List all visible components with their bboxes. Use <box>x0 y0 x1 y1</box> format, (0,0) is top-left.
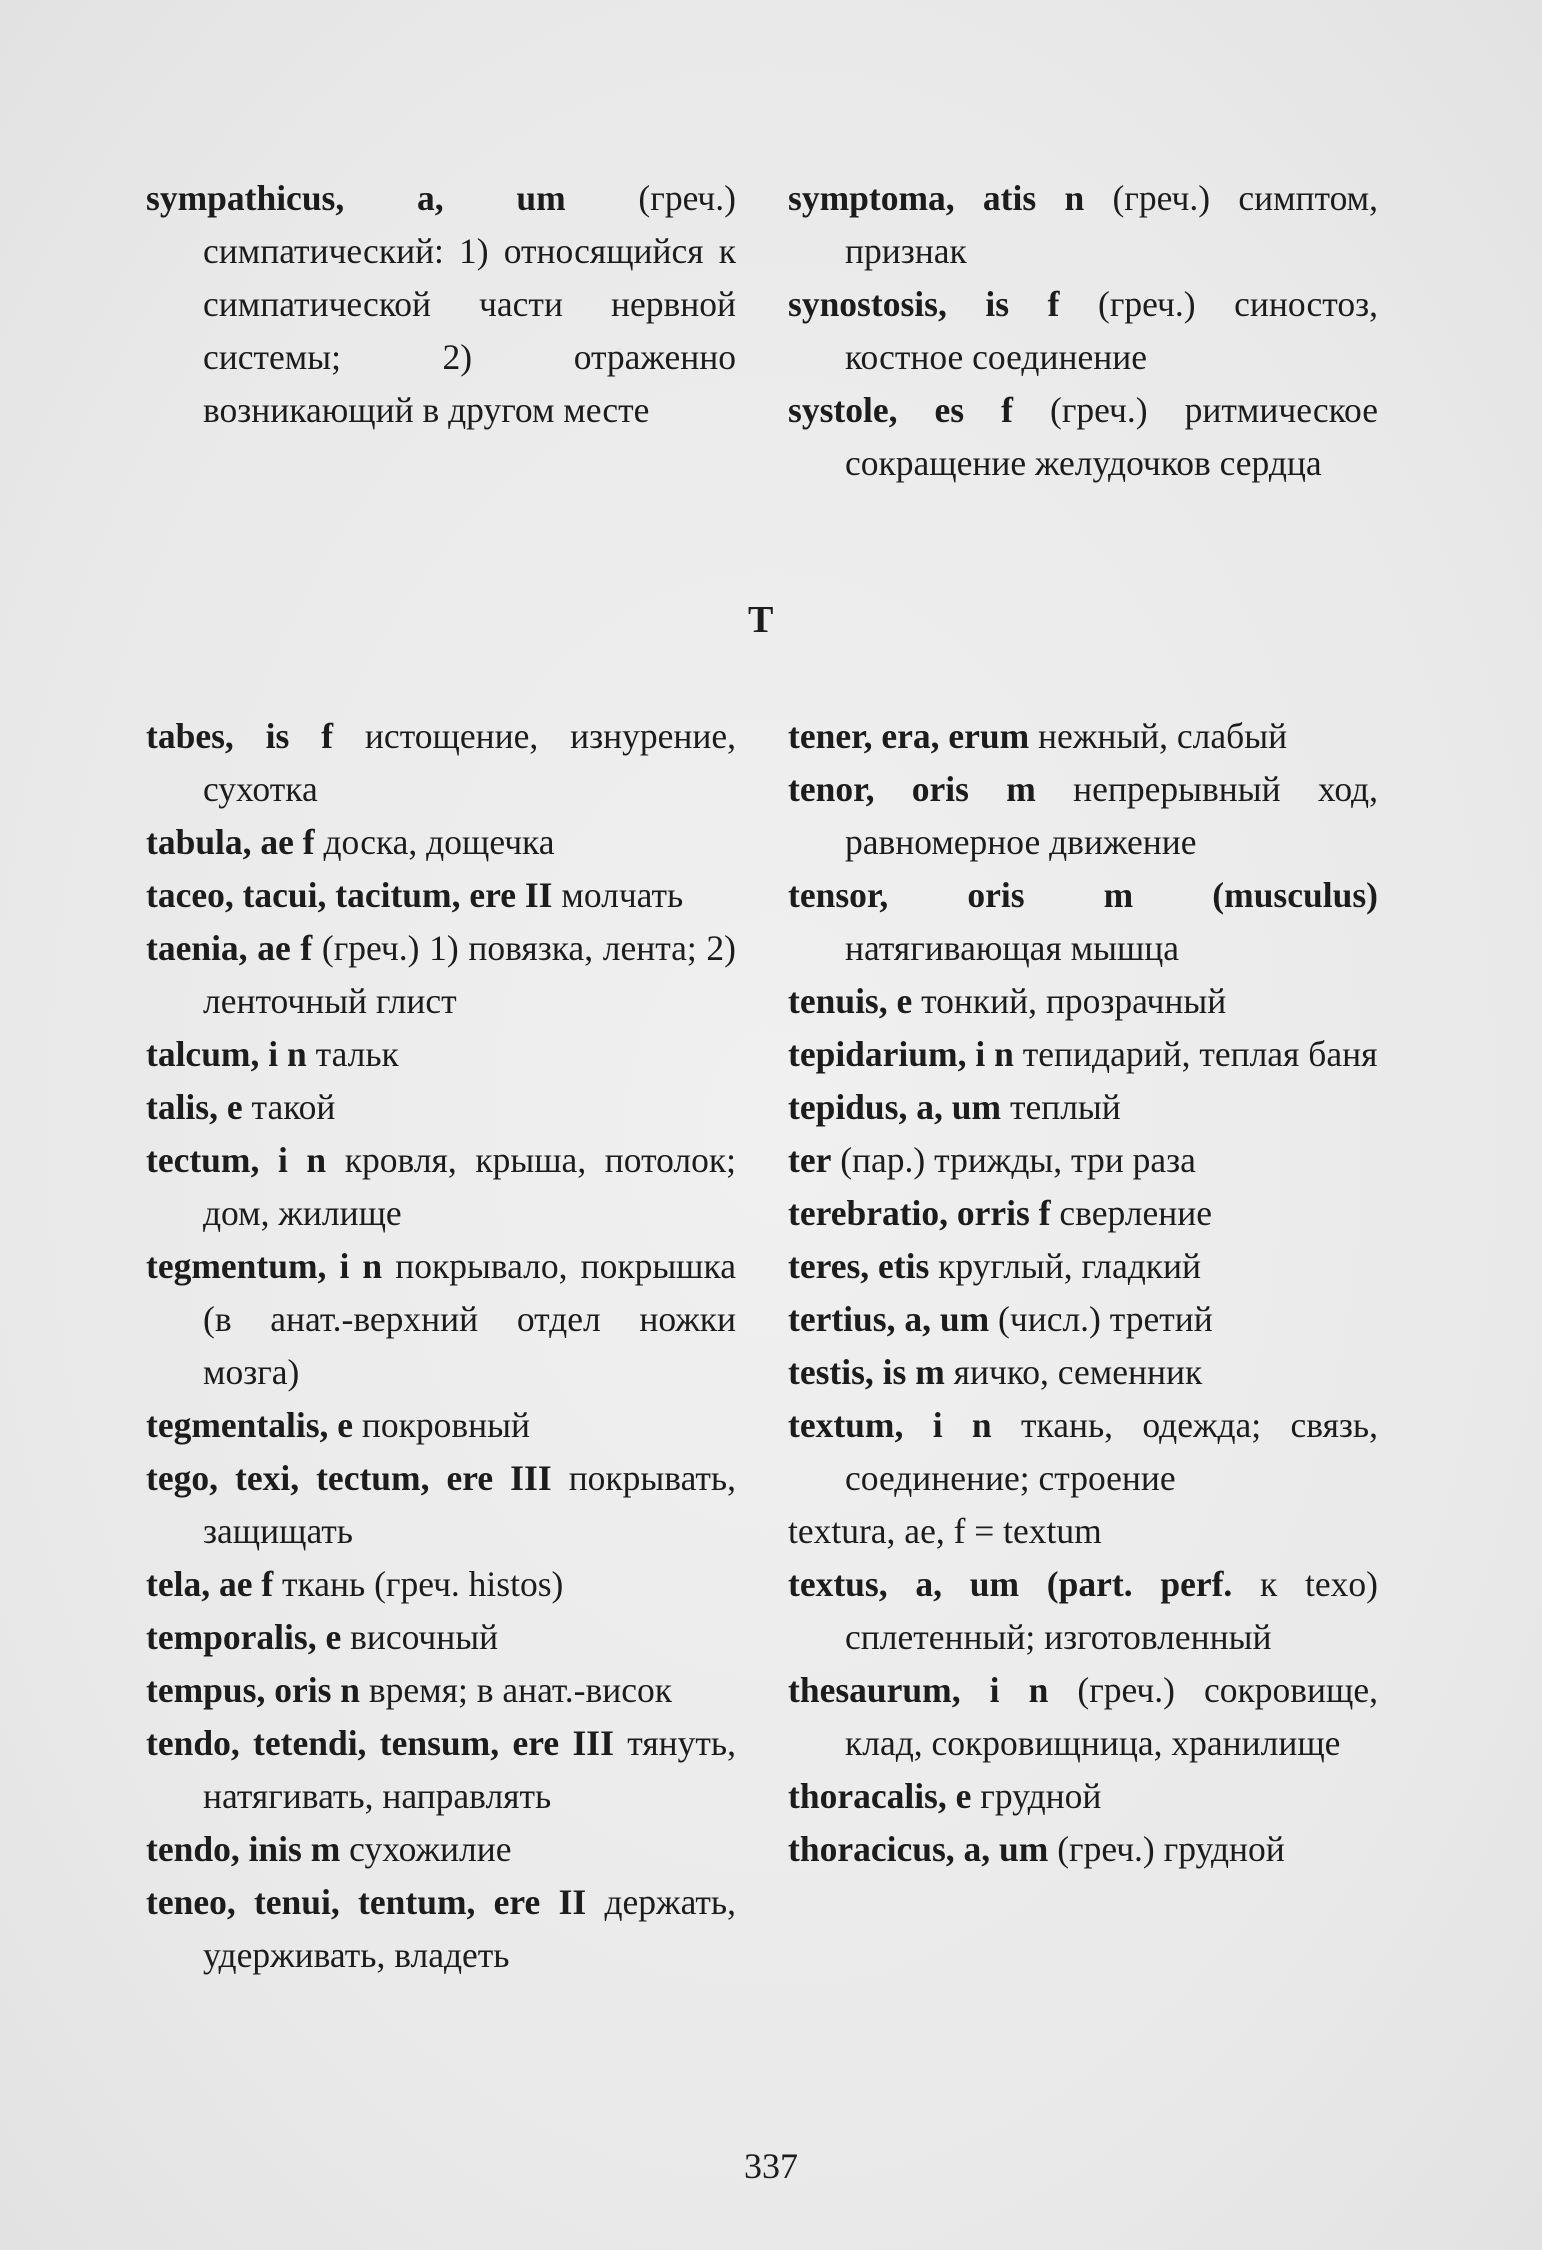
entry-definition: textura, ae, f = textum <box>788 1511 1102 1551</box>
dictionary-entry <box>146 1452 736 1558</box>
entry-headword: tertius, a, um <box>788 1299 990 1339</box>
dictionary-entry <box>788 1028 1378 1081</box>
entry-definition: ткань, одежда; связь, соединение; строение <box>845 1405 1378 1498</box>
entry-definition: (числ.) третий <box>989 1299 1213 1339</box>
dictionary-entry <box>788 1399 1378 1505</box>
entry-definition: натягивающая мышца <box>845 928 1180 968</box>
dictionary-entry <box>788 1346 1378 1399</box>
entry-definition: (греч.) симптом, признак <box>845 178 1378 271</box>
dictionary-entry <box>788 1293 1378 1346</box>
dictionary-entry <box>788 763 1378 869</box>
entry-headword: thoracalis, e <box>788 1776 972 1816</box>
entry-headword: sympathicus, a, um <box>146 178 566 218</box>
entry-headword: textus, a, um (part. perf. <box>788 1564 1233 1604</box>
entry-definition: (греч.) ритмическое сокращение желудочков сердца <box>845 390 1379 483</box>
entry-definition: кровля, крыша, потолок; дом, жилище <box>203 1140 736 1233</box>
left-column-bottom <box>146 710 736 1982</box>
dictionary-entry <box>146 1399 736 1452</box>
dictionary-entry <box>788 1187 1378 1240</box>
entry-definition: грудной <box>971 1776 1102 1816</box>
entry-headword: terebratio, orris f <box>788 1193 1051 1233</box>
entry-headword: thoracicus, a, um <box>788 1829 1049 1869</box>
entry-definition: тепидарий, теплая баня <box>1013 1034 1378 1074</box>
entry-headword: teres, etis <box>788 1246 930 1286</box>
entry-headword: synostosis, is f <box>788 284 1060 324</box>
entry-definition: (греч.) синостоз, костное соединение <box>845 284 1378 377</box>
dictionary-entry <box>788 1240 1378 1293</box>
entry-headword: tabula, ae f <box>146 822 315 862</box>
entry-definition: (греч.) сокровище, клад, сокровищница, хранилище <box>845 1670 1378 1763</box>
dictionary-entry <box>788 384 1378 490</box>
entry-headword: systole, es f <box>788 390 1013 430</box>
dictionary-entry <box>146 1717 736 1823</box>
entry-definition: покровный <box>353 1405 531 1445</box>
entry-headword: testis, is m <box>788 1352 945 1392</box>
dictionary-entry <box>788 1558 1378 1664</box>
entry-definition: сухожилие <box>340 1829 512 1869</box>
entry-definition: круглый, гладкий <box>929 1246 1202 1286</box>
entry-headword: tepidus, a, um <box>788 1087 1002 1127</box>
dictionary-entry <box>146 1558 736 1611</box>
dictionary-entry <box>146 1134 736 1240</box>
entry-headword: tectum, i n <box>146 1140 327 1180</box>
dictionary-entry <box>146 1664 736 1717</box>
dictionary-entry <box>788 1823 1378 1876</box>
dictionary-entry <box>146 1240 736 1399</box>
entry-headword: thesaurum, i n <box>788 1670 1049 1710</box>
entry-headword: talis, e <box>146 1087 243 1127</box>
entry-headword: taenia, ae f <box>146 928 313 968</box>
entry-definition: истощение, изнурение, сухотка <box>203 716 736 809</box>
entry-definition: тальк <box>306 1034 399 1074</box>
dictionary-entry <box>788 1081 1378 1134</box>
entry-definition: доска, дощечка <box>314 822 555 862</box>
entry-definition: тонкий, прозрачный <box>912 981 1227 1021</box>
entry-headword: tela, ae f <box>146 1564 274 1604</box>
entry-headword: tensor, oris m (musculus) <box>788 875 1378 915</box>
dictionary-entry <box>788 869 1378 975</box>
entry-definition: височный <box>341 1617 499 1657</box>
dictionary-entry <box>146 1028 736 1081</box>
entry-headword: talcum, i n <box>146 1034 307 1074</box>
entry-headword: teneo, tenui, tentum, ere II <box>146 1882 587 1922</box>
dictionary-entry <box>788 172 1378 278</box>
entry-headword: tener, era, erum <box>788 716 1030 756</box>
entry-headword: tempus, oris n <box>146 1670 361 1710</box>
dictionary-entry <box>788 1664 1378 1770</box>
entry-definition: сверление <box>1050 1193 1212 1233</box>
dictionary-entry <box>146 816 736 869</box>
entry-definition: покрывать, защищать <box>203 1458 736 1551</box>
entry-definition: к texo) сплетенный; изготовленный <box>845 1564 1378 1657</box>
dictionary-entry <box>146 922 736 1028</box>
entry-headword: symptoma, atis n <box>788 178 1085 218</box>
dictionary-entry <box>788 1134 1378 1187</box>
entry-definition: (греч.) 1) повязка, лента; 2) ленточный глист <box>203 928 736 1021</box>
entry-definition: держать, удерживать, владеть <box>203 1882 736 1975</box>
entry-headword: textum, i n <box>788 1405 992 1445</box>
dictionary-entry <box>788 1505 1378 1558</box>
dictionary-entry <box>146 1081 736 1134</box>
entry-headword: tegmentalis, e <box>146 1405 354 1445</box>
dictionary-entry <box>788 710 1378 763</box>
entry-headword: tenuis, e <box>788 981 913 1021</box>
entry-headword: taceo, tacui, tacitum, ere II <box>146 875 553 915</box>
left-column-top <box>146 172 736 437</box>
entry-definition: (греч.) грудной <box>1048 1829 1285 1869</box>
entry-headword: tegmentum, i n <box>146 1246 383 1286</box>
entry-definition: яичко, семенник <box>944 1352 1203 1392</box>
dictionary-entry <box>788 1770 1378 1823</box>
entry-definition: время; в анат.-висок <box>360 1670 672 1710</box>
entry-headword: ter <box>788 1140 832 1180</box>
entry-definition: тянуть, натягивать, направлять <box>203 1723 737 1816</box>
entry-definition: (пар.) трижды, три раза <box>831 1140 1196 1180</box>
entry-headword: tenor, oris m <box>788 769 1036 809</box>
entry-definition: нежный, слабый <box>1029 716 1288 756</box>
dictionary-entry <box>788 278 1378 384</box>
entry-headword: tendo, tetendi, tensum, ere III <box>146 1723 614 1763</box>
dictionary-entry <box>146 1876 736 1982</box>
dictionary-entry <box>146 710 736 816</box>
entry-definition: такой <box>242 1087 336 1127</box>
entry-headword: tendo, inis m <box>146 1829 341 1869</box>
entry-definition: ткань (греч. histos) <box>273 1564 564 1604</box>
entry-definition: (греч.) симпатический: 1) относящийся к симпатической части нервной системы; 2) отраженно возникающий в другом месте <box>203 178 736 430</box>
right-column-bottom <box>788 710 1378 1876</box>
entry-definition: непрерывный ход, равномерное движение <box>845 769 1378 862</box>
dictionary-entry <box>146 172 736 437</box>
entry-definition: теплый <box>1001 1087 1121 1127</box>
right-column-top <box>788 172 1378 490</box>
dictionary-entry <box>788 975 1378 1028</box>
dictionary-entry <box>146 1611 736 1664</box>
entry-definition: покрывало, покрышка (в анат.-верхний отдел ножки мозга) <box>203 1246 736 1392</box>
dictionary-entry <box>146 869 736 922</box>
entry-headword: temporalis, e <box>146 1617 342 1657</box>
section-letter: T <box>748 599 774 641</box>
entry-headword: tepidarium, i n <box>788 1034 1014 1074</box>
entry-definition: молчать <box>552 875 684 915</box>
dictionary-entry <box>146 1823 736 1876</box>
entry-headword: tego, texi, tectum, ere III <box>146 1458 552 1498</box>
page-number: 337 <box>744 2146 798 2186</box>
entry-headword: tabes, is f <box>146 716 334 756</box>
